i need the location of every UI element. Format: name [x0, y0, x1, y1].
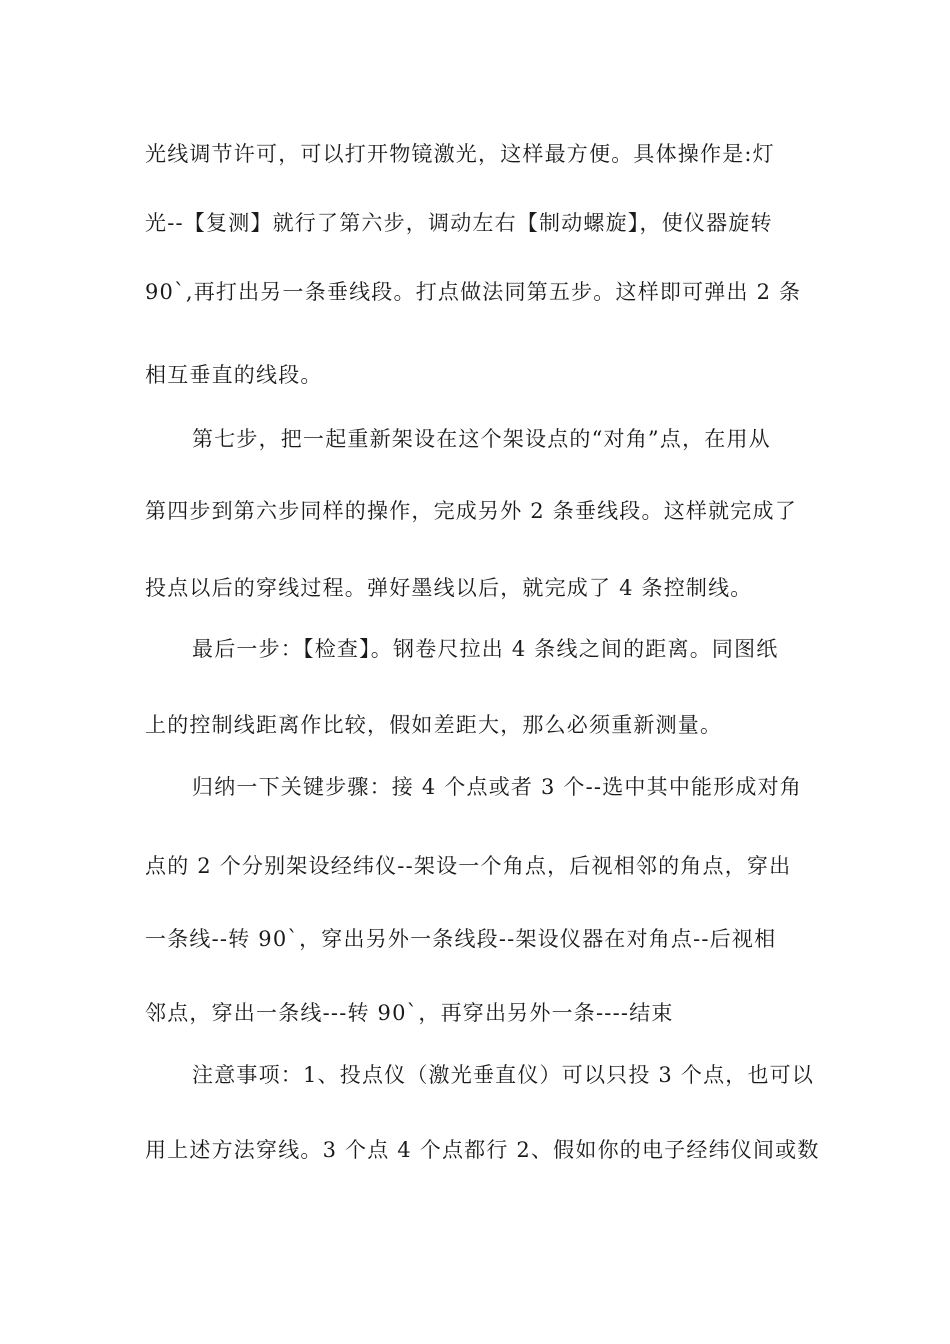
text-line: 相互垂直的线段。	[145, 363, 323, 387]
text-line: 投点以后的穿线过程。弹好墨线以后，就完成了 4 条控制线。	[145, 576, 753, 600]
text-line: 光--【复测】就行了第六步，调动左右【制动螺旋】，使仪器旋转	[145, 211, 773, 235]
text-line: 邻点，穿出一条线---转 90`，再穿出另外一条----结束	[145, 1001, 674, 1025]
text-line: 归纳一下关键步骤：接 4 个点或者 3 个--选中其中能形成对角	[192, 775, 803, 799]
text-line: 第四步到第六步同样的操作，完成另外 2 条垂线段。这样就完成了	[145, 499, 797, 523]
text-line: 最后一步：【检查】。钢卷尺拉出 4 条线之间的距离。同图纸	[192, 637, 779, 661]
text-line: 第七步，把一起重新架设在这个架设点的“对角”点，在用从	[192, 427, 771, 451]
text-line: 注意事项：1、投点仪（激光垂直仪）可以只投 3 个点，也可以	[192, 1063, 815, 1087]
text-line: 用上述方法穿线。3 个点 4 个点都行 2、假如你的电子经纬仪间或数	[145, 1138, 820, 1162]
text-line: 光线调节许可，可以打开物镜激光，这样最方便。具体操作是:灯	[145, 142, 775, 166]
text-line: 上的控制线距离作比较，假如差距大，那么必须重新测量。	[145, 713, 723, 737]
text-line: 90`,再打出另一条垂线段。打点做法同第五步。这样即可弹出 2 条	[145, 280, 802, 304]
text-line: 一条线--转 90`，穿出另外一条线段--架设仪器在对角点--后视相	[145, 927, 777, 951]
text-line: 点的 2 个分别架设经纬仪--架设一个角点，后视相邻的角点，穿出	[145, 854, 792, 878]
